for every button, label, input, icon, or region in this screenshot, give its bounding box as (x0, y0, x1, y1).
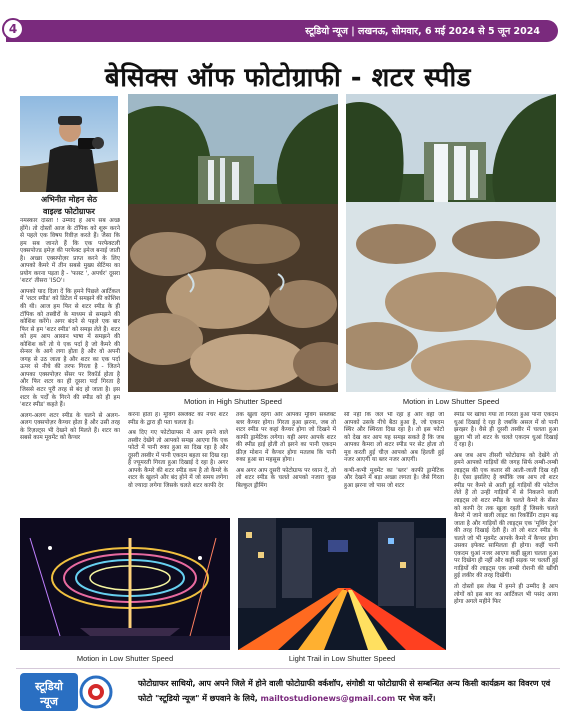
paragraph: आपको याद दिला दें कि हमने पिछले आर्टिकल में 'शटर स्पीड' को डिटेल में समझने की कोशिश की थी। आज हम फिर से शटर स्पीड के ही टॉपिक को तस्वीरों के माध्यम से समझने की कोशिश करेंगे। अगर बंदने से पहले एक बार फिर से हम 'शटर स्पीड' को समझ लेते हैं। शटर को हम आप आसान भाषा में समझने की कोशिश करें तो ये एक पर्दा है जो कैमरे की सेन्सर के आगे लगा होता है और वो अपनी जगह से उठ जाता है और शटर का एक पर्दा ऊपर से नीचे की तरफ गिरता है - जितने आपका एक्सपोज़र सेंसर पर रिकॉर्ड होता है और फिर शटर का ही दूसरा पर्दा गिरता है जिससे शटर पूरी तरह से बंद हो जाता है। इस शटर के पर्दों के गिरने की स्पीड को ही हम 'शटर स्पीड' कहते हैं। (20, 288, 120, 409)
author-photo (20, 96, 118, 192)
article-column-1 (20, 218, 120, 524)
masthead-text: स्टूडियो न्यूज | लखनऊ, सोमवार, 6 मई 2024 से 5 जून 2024 (305, 26, 540, 37)
waterfall-high-shutter-photo (128, 94, 338, 392)
article-headline: बेसिक्स ऑफ फोटोग्राफी - शटर स्पीड (104, 63, 472, 93)
page-number: 4 (2, 18, 24, 40)
paragraph: अलग-अलग शटर स्पीड के चलने से अलग-अलग एक्सपोज़र कैप्चर होता है और उसी तरह के रिज़ल्ट्स भी देखने को मिलते हैं। शटर का सबसे काम मूवमेंट को कैप्चर (20, 412, 120, 442)
footer-announcement (138, 676, 562, 706)
svg-text:न्यूज: न्यूज (40, 695, 58, 708)
caption-high-shutter: Motion in High Shutter Speed (184, 397, 282, 406)
article-column-4 (344, 412, 444, 518)
caption-low-shutter: Motion in Low Shutter Speed (402, 397, 500, 406)
paragraph: तो दोस्तों इस लेख में हमने ही उम्मीद है आप लोगों को इस बार का आर्टिकल भी पसंद आया होगा अगले महीने फिर (454, 584, 558, 606)
paragraph: स्पीड पर खींचा गया तो गिरता हुआ पानी एकदम धुआं दिखाई दे रहा है जबकि असल में वो पानी झरझर है। वैसे ही दूसरी तस्वीर में चलता हुआ झूला भी लो शटर के चलते एकदम धुआं दिखाई दे रहा है। (454, 412, 558, 449)
author-byline (20, 194, 118, 218)
footer-email-link[interactable]: mailtostudionews@gmail.com (260, 694, 396, 703)
caption-light-trail: Light Trail in Low Shutter Speed (288, 654, 396, 663)
paragraph: अब दिए गए फोटोग्राफ्स में आप हमने वाले तस्वीर देखेंगे तो आपको समझ आएगा कि एक फोटो में पानी रुका हुआ सा दिख रहा है और दूसरी तस्वीर में पानी एकदम बहता सा दिख रहा है ज्यूमरती गिरता हुआ दिखाई दे रहा है। अगर आपके कैमरे की शटर स्पीड कम है तो कैमरे के शटर के खुलने और बंद होने में जो समय लगेगा वो ज्यादा लगेगा जिसके चलते शटर काफी देर (128, 430, 228, 489)
paragraph: अब जब आप तीसरी फोटोग्राफ को देखेंगे तो हमने आपको गाड़ियों की जगह सिर्फ लम्बी-लम्बी लाइट्स की एक कतार सी आती-जाती दिख रही है। ऐसा इसलिए है क्योंकि जब आप लो शटर स्पीड पर कैमरे से आती हुई गाड़ियों की फोटोज लेते हैं तो उन्ही गाड़ियों में से निकलने वाली लाइट्स लो शटर स्पीड के चलते कैमरे के सेंसर को कापी देर तक खुला रहती हैं जिसके चलते कैमरे में जाने वाली लाइट का रिकॉर्डिंग टाइम बढ़ जाता है और गाड़ियों की लाइट्स एक 'मूविंग ट्रेल' की तरह दिखाई देती हैं। तो लो शटर स्पीड के चलते जो भी मूवमेंट आपके कैमरे में कैप्चर होगा उसका इफेक्ट सामिलता ही होगा। कहीं पानी एकदम धुआं नजर आएगा कहीं झूला चलता हुआ पर दिखेगा ही नहीं और कहीं सड़क पर चलती हुई गाड़ियों की लाइट्स एक लम्बी रोशनी की खींची हुई लकीर की तरह दिखेंगी। (454, 452, 558, 580)
paragraph: नमस्कार दोस्तों ! उम्मीद है आप सब अच्छे होंगे। तो दोस्तों आज के टॉपिक को शुरू करने से पहले एक विषय रिवीज़ करते हैं। जैसा कि हम सब जानते हैं कि एक परफेक्टली एक्सपोज्ड इमेज़ की परफेक्ट इमेज बनाई जाती है। अच्छा एक्सपोज़र प्राप्त करने के लिए आपको कैमरे में तीन सबसे मुख्य सेटिंग्स का प्रयोग करना पड़ता है - 'फास्ट ', अपर्चर' दूसरा 'शटर' तीसरा 'ISO'। (20, 218, 120, 285)
article-column-5 (454, 412, 558, 660)
article-column-3 (236, 412, 336, 518)
paragraph: सी नहीं कि जल भी रहा है और वहीं जो आपको उसके नीचे बैठा हुआ है, जो एकदम स्थिर और स्थिरता दिख रहा है। तो इस फोटो को देख कर आप यह समझ सकते हैं कि जब आपका कैमरा लो शटर स्पीड पर सेट होता तो मूव करती हुई चीज़ आपको अब हिलती हुई नजर आएगी या ब्लर नजर आएगी। (344, 412, 444, 464)
carnival-low-shutter-photo (20, 518, 230, 650)
caption-carnival: Motion in Low Shutter Speed (76, 654, 174, 663)
studio-news-logo (20, 673, 116, 711)
masthead-bar (6, 20, 558, 42)
paragraph: तक खुला रहेगा और आपका मूविंग सब्जेक्ट ब्लर कैप्चर होगा। गिरता हुआ झरना, जब तो शटर स्पीड पर कहां कैप्चर होगा जो दिखने में काफी ड्रामेटिक लगेगा। यही अगर आपके शटर की स्पीड हाई होती तो झरने का पानी एकदम फ्रीज़ मोशन में कैप्चर होगा मतलब कि पानी रुका हुआ सा महसूस होगा। (236, 412, 336, 464)
footer-banner (16, 668, 560, 714)
article-column-2 (128, 412, 228, 518)
paragraph: करना होता है। मूविंग सब्जेक्ट का नेचर शटर स्पीड के द्वारा ही पता चलता है। (128, 412, 228, 426)
svg-text:स्टूडियो: स्टूडियो (35, 680, 63, 693)
paragraph: कभी-कभी मूवमेंट का 'ब्लर' काफी ड्रामेटिक और देखने में बड़ा अच्छा लगता है। जैसे गिरता हुआ झरना जो पास जो शटर (344, 467, 444, 489)
waterfall-low-shutter-photo (346, 94, 556, 392)
paragraph: अब अगर आप दूसरी फोटोग्राफ पर ध्यान दें, तो लो शटर स्पीड के चलते आपको नजारा कुछ बिल्कुल ड्रीमिंग (236, 467, 336, 489)
author-role: वाइल्ड फोटोग्राफर (43, 207, 95, 216)
light-trail-photo (238, 518, 446, 650)
footer-message: फोटोग्राफर साथियो, आप अपने जिले में होने वाली फोटोग्राफी वर्कशॉप, संगोष्ठी या फोटोग्राफी से सम्बन्धित अन्य किसी कार्यक्रम का विवरण एवं फोटो "स्टूडियो न्यूज" में छपवाने के लिये, (138, 679, 551, 703)
footer-suffix: पर भेज करें। (397, 694, 436, 703)
author-name: अभिनीत मोहन सेठ (40, 195, 98, 204)
